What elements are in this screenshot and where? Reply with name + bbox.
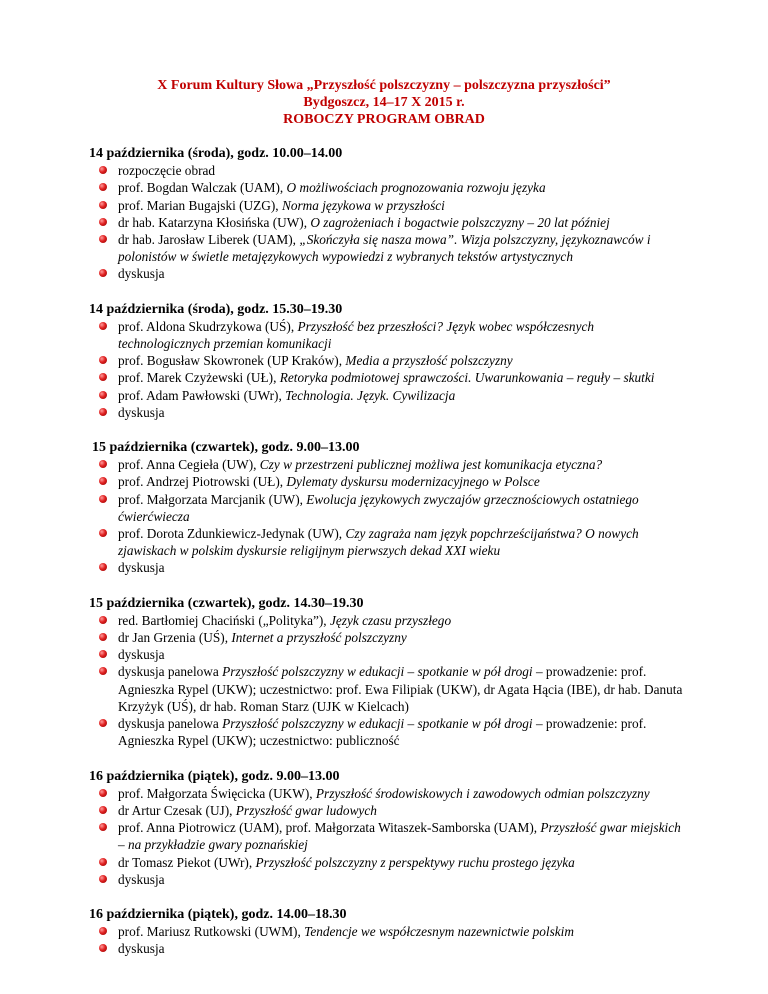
item-title: Norma językowa w przyszłości — [281, 197, 445, 213]
bullet-icon — [99, 391, 107, 399]
item-speaker: dr Artur Czesak (UJ), — [118, 802, 236, 818]
item-speaker: dyskusja — [118, 404, 165, 420]
bullet-icon — [99, 927, 107, 935]
program-item — [89, 940, 689, 957]
session-heading: 15 października (czwartek), godz. 14.30–19.30 — [89, 595, 364, 611]
program-session — [89, 595, 689, 750]
bullet-icon — [99, 218, 107, 226]
program-item — [89, 646, 689, 663]
item-speaker: prof. Małgorzata Święcicka (UKW), — [118, 785, 316, 801]
session-heading: 16 października (piątek), godz. 9.00–13.00 — [89, 768, 340, 784]
program-item — [89, 819, 689, 853]
bullet-icon — [99, 356, 107, 364]
program-item — [89, 525, 689, 559]
item-speaker: dr hab. Jarosław Liberek (UAM), — [118, 232, 300, 248]
place-and-date: Bydgoszcz, 14–17 X 2015 r. — [303, 95, 465, 110]
program-item — [89, 231, 689, 265]
bullet-icon — [99, 633, 107, 641]
program-item — [89, 663, 689, 715]
bullet-icon — [99, 373, 107, 381]
session-heading: 14 października (środa), godz. 10.00–14.00 — [89, 146, 343, 161]
program-item — [89, 404, 689, 421]
item-speaker: dr Jan Grzenia (UŚ), — [118, 630, 232, 646]
item-title: Internet a przyszłość polszczyzny — [231, 630, 407, 646]
item-title: Przyszłość gwar ludowych — [235, 802, 377, 818]
program-item — [89, 715, 689, 749]
item-speaker: prof. Mariusz Rutkowski (UWM), — [118, 924, 305, 940]
item-speaker: rozpoczęcie obrad — [118, 163, 216, 179]
program-content — [89, 145, 689, 976]
bullet-icon — [99, 616, 107, 624]
program-item — [89, 387, 689, 404]
item-speaker: prof. Anna Piotrowicz (UAM), prof. Małgorzata Witaszek-Samborska (UAM), — [118, 820, 541, 836]
bullet-icon — [99, 858, 107, 866]
bullet-icon — [99, 201, 107, 209]
session-heading: 15 października (czwartek), godz. 9.00–13.00 — [92, 440, 360, 456]
program-item — [89, 923, 689, 940]
bullet-icon — [99, 477, 107, 485]
program-item — [89, 179, 689, 196]
item-speaker: dr Tomasz Piekot (UWr), — [118, 854, 256, 870]
program-item — [89, 871, 689, 888]
session-heading: 16 października (piątek), godz. 14.00–18.30 — [89, 906, 347, 922]
bullet-icon — [99, 789, 107, 797]
program-item — [89, 214, 689, 231]
session-items — [89, 318, 689, 421]
bullet-icon — [99, 823, 107, 831]
item-speaker: prof. Dorota Zdunkiewicz-Jedynak (UW), — [118, 526, 346, 542]
bullet-icon — [99, 322, 107, 330]
bullet-icon — [99, 875, 107, 883]
bullet-icon — [99, 667, 107, 675]
session-items — [89, 923, 689, 957]
program-item — [89, 162, 689, 179]
item-title: O zagrożeniach i bogactwie polszczyzny – 20 lat później — [310, 214, 610, 230]
item-speaker: dyskusja — [118, 560, 165, 576]
item-title: Czy w przestrzeni publicznej możliwa jest komunikacja etyczna? — [259, 457, 603, 473]
item-title: Czy zagraża nam język popchrześcijaństwa? O nowych zjawiskach w polskim dyskursie religijnym pierwszych dekad XXI wieku — [118, 526, 639, 559]
program-session — [89, 768, 689, 888]
program-item — [89, 473, 689, 490]
item-title: Media a przyszłość polszczyzny — [345, 353, 513, 369]
item-title: Retoryka podmiotowej sprawczości. Uwarunkowania – reguły – skutki — [279, 370, 655, 386]
item-speaker: prof. Adam Pawłowski (UWr), — [118, 387, 286, 403]
program-item — [89, 785, 689, 802]
item-speaker: dyskusja — [118, 941, 165, 957]
program-item — [89, 491, 689, 525]
bullet-icon — [99, 183, 107, 191]
program-session — [89, 145, 689, 283]
program-item — [89, 559, 689, 576]
item-speaker: dyskusja panelowa — [118, 716, 223, 732]
item-title: Przyszłość polszczyzny w edukacji – spotkanie w pół drogi — [222, 716, 533, 732]
item-details: – prowadzenie: prof. Agnieszka Rypel (UKW); uczestnictwo: prof. Ewa Filipiak (UKW), dr Agata Hącia (IBE), dr hab. Danuta Krzyżyk (UŚ), dr hab. Roman Starz (UJK w Kielcach) — [118, 664, 683, 714]
bullet-icon — [99, 944, 107, 952]
item-speaker: prof. Andrzej Piotrowski (UŁ), — [118, 474, 287, 490]
item-speaker: prof. Małgorzata Marcjanik (UW), — [118, 491, 307, 507]
item-title: Przyszłość gwar miejskich – na przykładzie gwary poznańskiej — [118, 820, 681, 853]
item-title: Przyszłość polszczyzny z perspektywy ruchu prostego języka — [255, 854, 575, 870]
session-items — [89, 162, 689, 282]
program-title: ROBOCZY PROGRAM OBRAD — [283, 112, 485, 127]
program-item — [89, 369, 689, 386]
program-item — [89, 802, 689, 819]
forum-title: X Forum Kultury Słowa „Przyszłość polszczyzny – polszczyzna przyszłości” — [157, 78, 611, 93]
bullet-icon — [99, 408, 107, 416]
session-heading: 14 października (środa), godz. 15.30–19.30 — [89, 301, 343, 317]
bullet-icon — [99, 166, 107, 174]
item-speaker: prof. Marian Bugajski (UZG), — [118, 197, 282, 213]
item-speaker: dyskusja — [118, 871, 165, 887]
program-item — [89, 197, 689, 214]
program-session — [89, 906, 689, 958]
program-session — [89, 301, 689, 421]
program-item — [89, 612, 689, 629]
bullet-icon — [99, 719, 107, 727]
document-header — [0, 77, 768, 128]
session-items — [89, 785, 689, 888]
bullet-icon — [99, 650, 107, 658]
item-speaker: prof. Bogdan Walczak (UAM), — [118, 180, 287, 196]
program-item — [89, 352, 689, 369]
bullet-icon — [99, 460, 107, 468]
session-items — [89, 456, 689, 576]
item-title: Przyszłość polszczyzny w edukacji – spotkanie w pół drogi — [222, 664, 533, 680]
bullet-icon — [99, 235, 107, 243]
bullet-icon — [99, 806, 107, 814]
item-title: Tendencje we współczesnym nazewnictwie polskim — [304, 924, 574, 940]
item-title: Język czasu przyszłego — [329, 612, 452, 628]
bullet-icon — [99, 269, 107, 277]
program-item — [89, 456, 689, 473]
item-title: Dylematy dyskursu modernizacyjnego w Polsce — [286, 474, 540, 490]
item-title: Przyszłość bez przeszłości? Język wobec współczesnych technologicznych przemian komunikacji — [118, 318, 595, 352]
item-speaker: dr hab. Katarzyna Kłosińska (UW), — [118, 214, 311, 230]
item-title: Przyszłość środowiskowych i zawodowych odmian polszczyzny — [315, 785, 650, 801]
program-item — [89, 854, 689, 871]
item-speaker: dyskusja — [118, 647, 165, 663]
item-speaker: prof. Anna Cegieła (UW), — [118, 457, 260, 473]
bullet-icon — [99, 563, 107, 571]
item-speaker: prof. Marek Czyżewski (UŁ), — [118, 370, 280, 386]
item-title: Ewolucja językowych zwyczajów grzecznościowych ostatniego ćwierćwiecza — [118, 491, 639, 524]
item-speaker: prof. Bogusław Skowronek (UP Kraków), — [118, 353, 346, 369]
item-speaker: prof. Aldona Skudrzykowa (UŚ), — [118, 318, 298, 334]
program-item — [89, 265, 689, 282]
session-items — [89, 612, 689, 750]
item-speaker: red. Bartłomiej Chaciński („Polityka”), — [118, 612, 330, 628]
item-title: Technologia. Język. Cywilizacja — [285, 387, 456, 403]
program-session — [89, 439, 689, 577]
item-title: O możliwościach prognozowania rozwoju języka — [286, 180, 546, 196]
item-details: – prowadzenie: prof. Agnieszka Rypel (UKW); uczestnictwo: publiczność — [118, 716, 647, 749]
bullet-icon — [99, 529, 107, 537]
item-speaker: dyskusja — [118, 266, 165, 282]
program-item — [89, 318, 689, 352]
program-item — [89, 629, 689, 646]
item-title: „Skończyła się nasza mowa”. Wizja polszczyzny, językoznawców i polonistów w świetle metajęzykowych wypowiedzi z wybranych tekstów artystycznych — [118, 232, 651, 265]
item-speaker: dyskusja panelowa — [118, 664, 223, 680]
bullet-icon — [99, 495, 107, 503]
